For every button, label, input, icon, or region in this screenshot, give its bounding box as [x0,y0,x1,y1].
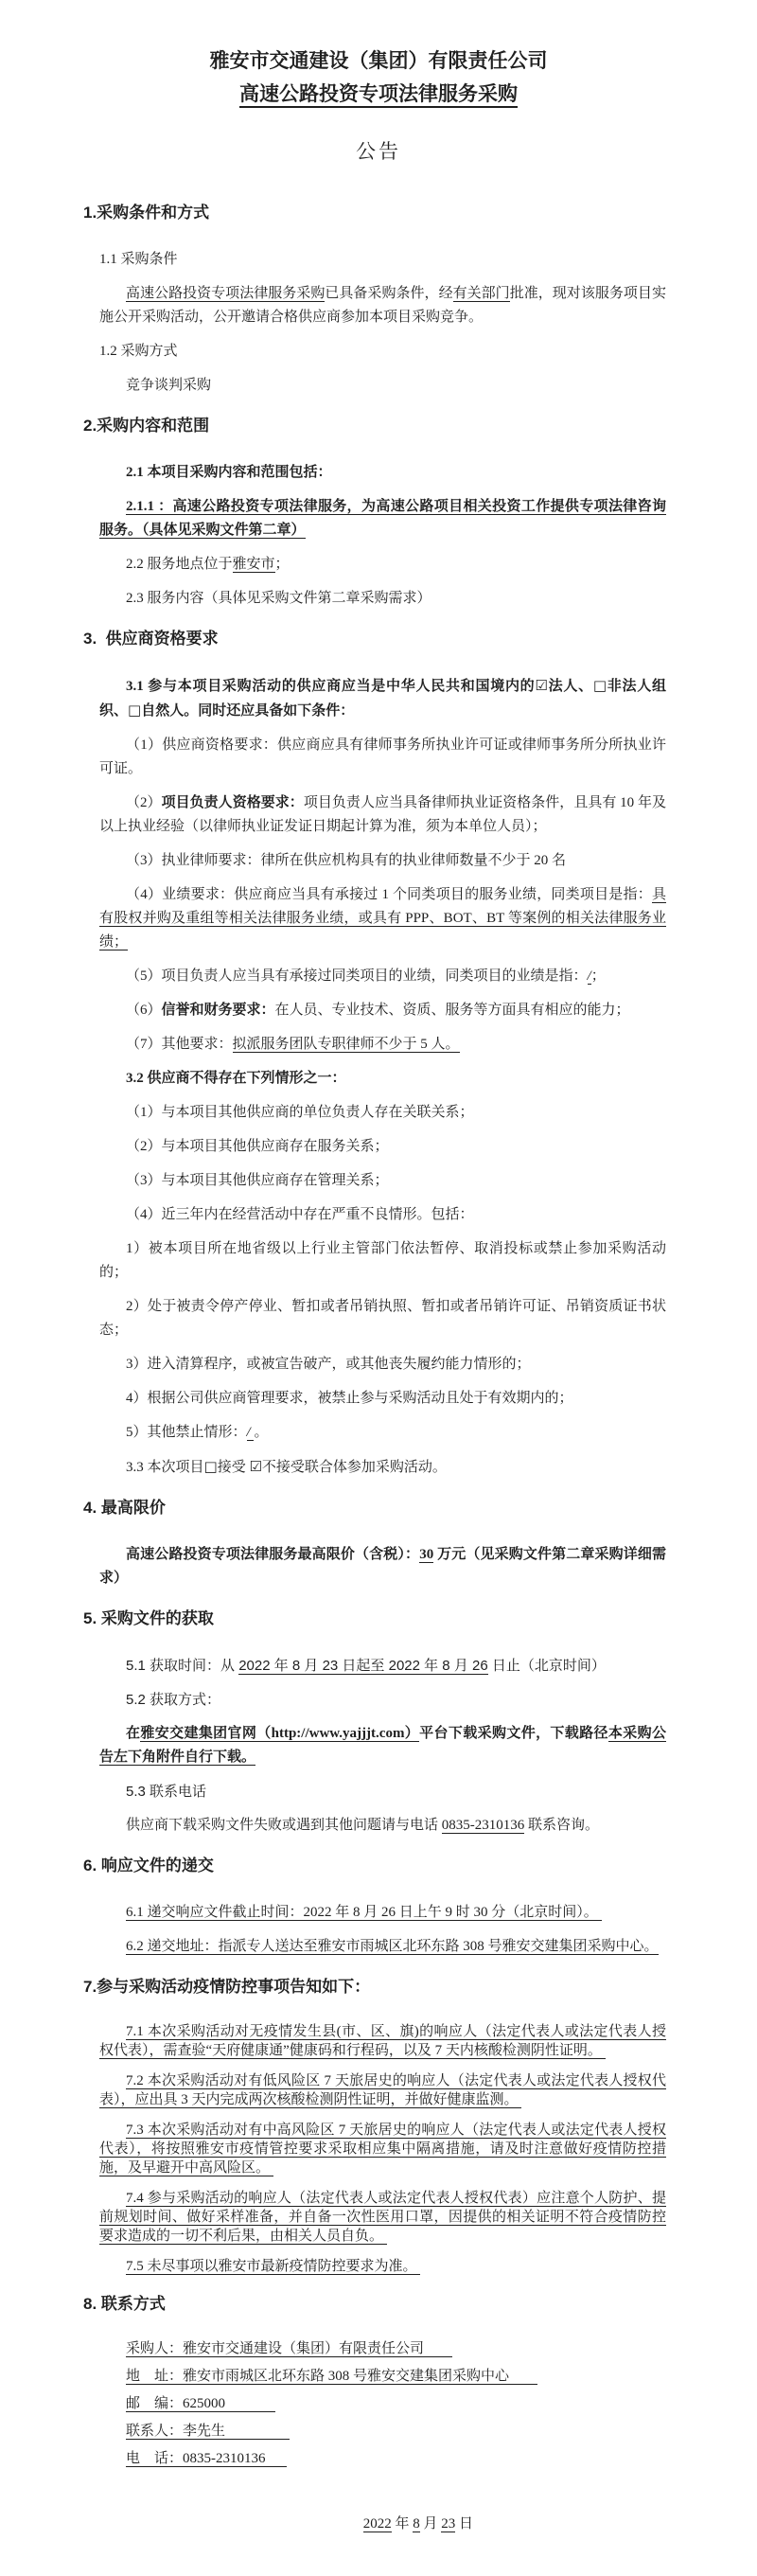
text-run: 7.参与采购活动疫情防控事项告知如下： [83,1978,371,1996]
text-run: 日止（北京时间） [487,1658,606,1674]
clause-3-2-item-4-sub-2 [99,1295,666,1342]
text-run: 信誉和财务要求： [161,1003,275,1018]
text-run: 3.1 参与本项目采购活动的供应商应当是中华人民共和国境内的 [126,679,536,694]
clause-3-1-item-6 [99,999,666,1022]
text-run: 自然人。同时还应具备如下条件： [141,703,355,719]
clause-3-1-item-3 [99,849,666,873]
text-run: （4）近三年内在经营活动中存在严重不良情形。包括： [126,1207,474,1222]
clause-7-1 [99,2022,666,2060]
text-run: 7.1 本次采购活动对无疫情发生县(市、区、旗)的响应人（法定代表人或法定代表人授权代表），需查验“天府健康通”健康码和行程码，以及 7 天内核酸检测阴性证明。 [99,2024,666,2058]
clause-3-1-item-2 [99,791,666,839]
section-3-heading [83,627,666,651]
text-run: （1）与本项目其他供应商的单位负责人存在关联关系； [126,1105,474,1120]
section-4-heading [83,1496,666,1520]
text-run: ； [274,557,290,572]
text-run: 3. 供应商资格要求 [83,630,219,648]
text-run: 6.2 递交地址：指派专人送达至雅安市雨城区北环东路 308 号雅安交建集团采购中心。 [126,1939,659,1954]
text-run: 联系人：李先生 [126,2424,290,2439]
text-run: （2） [126,795,162,810]
checkbox-checked-icon: ☑ [535,677,548,694]
text-run: 5. 采购文件的获取 [83,1609,214,1627]
clause-1-1-heading [99,248,666,272]
clause-2-3 [99,587,666,611]
clause-3-1-item-4 [99,883,666,954]
clause-1-2-body [99,374,666,398]
text-run: 23 [441,2516,456,2532]
document-title-announcement: 公告 [356,141,401,163]
text-run: 7.3 本次采购活动对有中高风险区 7 天旅居史的响应人（法定代表人或法定代表人授权代表），将按照雅安市疫情管控要求采取相应集中隔离措施，请及时注意做好疫情防控措施，及早避开中高风险区。 [99,2123,666,2176]
text-run: 8 [413,2516,420,2532]
checkbox-unchecked-icon: □ [128,702,142,719]
text-run: （4）业绩要求：供应商应当具有承接过 1 个同类项目的服务业绩，同类项目是指： [126,887,652,902]
text-run: （5）项目负责人应当具有承接过同类项目的业绩，同类项目的业绩是指： [126,968,588,984]
text-run: 非法人组织、 [99,679,666,719]
text-run: 2.1.1 ：高速公路投资专项法律服务，为高速公路项目相关投资工作提供专项法律咨询服务。（具体见采购文件第二章） [99,499,666,538]
clause-5-2 [99,1688,666,1712]
title-underlined-text: 高速公路投资专项法律服务采购 [239,83,518,108]
clause-5-3-body [99,1814,666,1838]
text-run: 2022 [362,2516,392,2532]
clause-3-2-item-4-sub-1 [99,1237,666,1285]
text-run: 已具备采购条件，经 [325,286,453,301]
checkbox-checked-icon: ☑ [249,1458,262,1475]
clause-2-2 [99,553,666,577]
text-run: 有关部门 [452,286,510,301]
text-run: 地 址：雅安市雨城区北环东路 308 号雅安交建集团采购中心 [126,2369,538,2384]
text-run: 5.1 获取时间：从 [126,1658,239,1674]
text-run: 2022 年 8 月 23 日起至 2022 年 8 月 26 [238,1658,488,1674]
text-run: 平台下载采购文件，下载路径 [419,1726,608,1741]
section-2-heading [83,414,666,438]
clause-3-2 [99,1067,666,1091]
clause-3-1-item-7 [99,1033,666,1057]
section-6-heading [83,1854,666,1878]
text-run: 拟派服务团队专职律师不少于 5 人。 [232,1037,460,1052]
text-run: 7.4 参与采购活动的响应人（法定代表人或法定代表人授权代表）应注意个人防护、提前规划时间、做好采样准备，并自备一次性医用口罩，因提供的相关证明不符合疫情防控要求造成的一切不利后果，由相关人员自负。 [99,2191,666,2244]
text-run: 5.3 联系电话 [126,1784,207,1800]
text-run: 7.5 未尽事项以雅安市最新疫情防控要求为准。 [126,2259,421,2274]
text-run: 2.2 服务地点位于 [126,557,233,572]
text-run: 1）被本项目所在地省级以上行业主管部门依法暂停、取消投标或禁止参加采购活动的； [99,1241,666,1280]
text-run: （2）与本项目其他供应商存在服务关系； [126,1139,389,1154]
text-run: 3.2 供应商不得存在下列情形之一： [126,1071,346,1086]
clause-5-1 [99,1654,666,1678]
text-run: 年 [391,2516,414,2532]
contact-phone [99,2449,666,2469]
text-run: （6） [126,1003,162,1018]
clause-3-2-item-1 [99,1101,666,1125]
text-run: 电 话：0835-2310136 [126,2451,287,2466]
clause-2-1 [99,461,666,485]
text-run: 接受 [217,1460,250,1475]
text-run: 30 [419,1547,434,1562]
text-run: 3）进入清算程序，或被宣告破产，或其他丧失履约能力情形的； [126,1357,531,1372]
clause-3-2-item-2 [99,1135,666,1159]
section-5-heading [83,1607,666,1631]
text-run: 7.2 本次采购活动对有低风险区 7 天旅居史的响应人（法定代表人或法定代表人授权代表），应出具 3 天内完成两次核酸检测阴性证明，并做好健康监测。 [99,2073,666,2107]
clause-6-1 [99,1901,666,1925]
text-run: 项目负责人应当具备律师执业证资格条件，且具有 10 年及以上执业经验（以律师执业证发证日期起计算为准，须为本单位人员）； [99,795,666,834]
contact-purchaser [99,2339,666,2359]
clause-1-2-heading [99,340,666,364]
text-run: 。 [254,1425,269,1440]
section-8-heading [83,2292,666,2317]
contact-postcode [99,2394,666,2414]
text-run: / [246,1425,255,1440]
text-run: 2）处于被责令停产停业、暂扣或者吊销执照、暂扣或者吊销许可证、吊销资质证书状态； [99,1299,666,1338]
text-run: 0835-2310136 [441,1818,525,1833]
clause-3-2-item-3 [99,1169,666,1193]
contact-person [99,2422,666,2442]
text-run: （7）其他要求： [126,1037,233,1052]
text-run: 4. 最高限价 [83,1499,166,1517]
clause-3-1-item-5 [99,965,666,988]
text-run: ； [590,968,606,984]
text-run: 竞争谈判采购 [126,378,212,393]
text-run: 采购人：雅安市交通建设（集团）有限责任公司 [126,2341,453,2356]
text-run: （3）执业律师要求：律所在供应机构具有的执业律师数量不少于 20 名 [126,853,567,868]
clause-3-2-item-4-sub-4 [99,1387,666,1411]
text-run: 5）其他禁止情形： [126,1425,247,1440]
section-7-heading [83,1975,666,1999]
contact-address [99,2367,666,2387]
text-run: 3.3 本次项目 [126,1460,204,1475]
clause-3-1-item-1 [99,734,666,781]
text-run: / [587,968,591,984]
text-run: 1.采购条件和方式 [83,204,210,222]
clause-7-5 [99,2257,666,2276]
text-run: 6.1 递交响应文件截止时间：2022 年 8 月 26 日上午 9 时 30 分（北京时间）。 [126,1905,602,1920]
text-run: 在 [126,1726,141,1741]
text-run: 本采购公告左下角附件自行下载。 [99,1726,666,1765]
clause-7-2 [99,2071,666,2109]
text-run: （3）与本项目其他供应商存在管理关系； [126,1173,389,1188]
text-run: 6. 响应文件的递交 [83,1856,214,1874]
text-run: 雅安市 [232,557,275,572]
clause-3-1 [99,674,666,723]
clause-5-3 [99,1780,666,1803]
text-run: 批准，现对该服务项目实施公开采购活动，公开邀请合格供应商参加本项目采购竞争。 [99,286,666,325]
clause-3-2-item-4-sub-5 [99,1421,666,1445]
clause-3-2-item-4-sub-3 [99,1353,666,1377]
text-run: 2.采购内容和范围 [83,417,210,435]
announcement-date [99,2513,666,2536]
text-run: 法人、 [547,679,593,694]
clause-3-3 [99,1455,666,1480]
text-run: 具有股权并购及重组等相关法律服务业绩，或具有 PPP、BOT、BT 等案例的相关法律服务业绩； [99,887,666,950]
text-run: 日 [455,2516,473,2532]
text-run: 供应商下载采购文件失败或遇到其他问题请与电话 [126,1818,442,1833]
text-run: 1.1 采购条件 [99,252,178,267]
clause-1-1-body [99,282,666,329]
document-title-line2 [91,80,666,109]
text-run: 万元（见采购文件第二章采购详细需求） [99,1547,666,1586]
checkbox-unchecked-icon: □ [592,677,607,694]
document-body [83,201,666,2536]
text-run: 5.2 获取方式： [126,1692,221,1708]
text-run: 1.2 采购方式 [99,344,178,359]
checkbox-unchecked-icon: □ [203,1458,218,1475]
text-run: 2.1 本项目采购内容和范围包括： [126,465,332,480]
text-run: 月 [419,2516,442,2532]
clause-6-2 [99,1935,666,1959]
text-run: （1）供应商资格要求：供应商应具有律师事务所执业许可证或律师事务所分所执业许可证。 [99,737,666,776]
text-run: 不接受联合体参加采购活动。 [261,1460,447,1475]
clause-7-3 [99,2121,666,2177]
text-run: 项目负责人资格要求： [161,795,304,810]
text-run: 邮 编：625000 [126,2396,275,2411]
clause-5-2-body [99,1722,666,1769]
clause-3-2-item-4 [99,1203,666,1227]
text-run: 在人员、专业技术、资质、服务等方面具有相应的能力； [274,1003,630,1018]
clause-4-body [99,1543,666,1590]
text-run: 雅安交建集团官网（http://www.yajjjt.com） [140,1726,420,1741]
text-run: 2.3 服务内容（具体见采购文件第二章采购需求） [126,591,431,606]
text-run: 高速公路投资专项法律服务采购 [126,286,326,301]
clause-7-4 [99,2189,666,2246]
section-1-heading [83,201,666,225]
text-run: 联系咨询。 [524,1818,600,1833]
text-run: 8. 联系方式 [83,2295,166,2313]
clause-2-1-1 [99,495,666,542]
document-title-line1: 雅安市交通建设（集团）有限责任公司 [209,50,548,72]
text-run: 4）根据公司供应商管理要求，被禁止参与采购活动且处于有效期内的； [126,1391,573,1406]
text-run: 高速公路投资专项法律服务最高限价（含税）： [126,1547,420,1562]
